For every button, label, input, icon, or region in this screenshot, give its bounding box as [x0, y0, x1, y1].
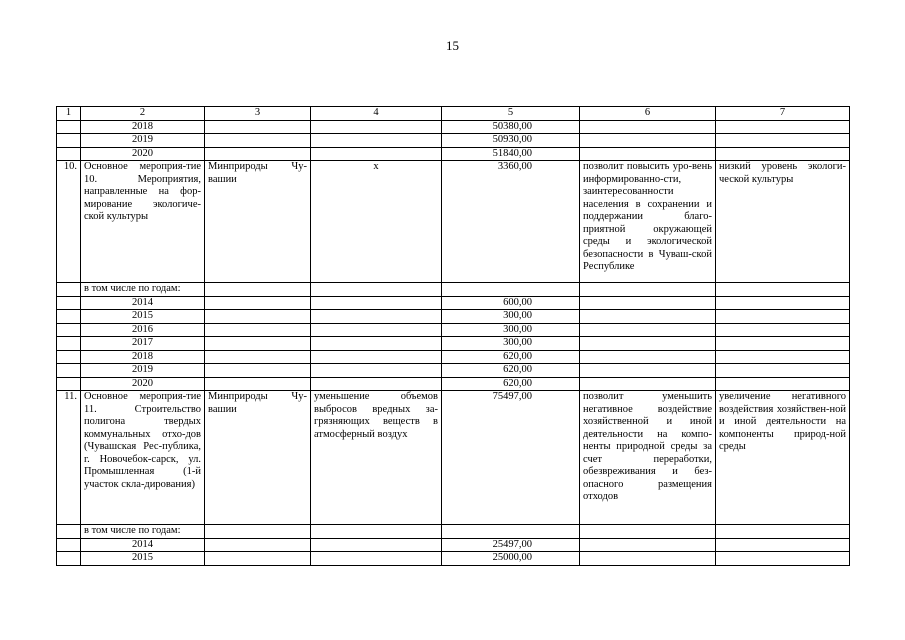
item-indicator: уменьшение объемов выбросов вредных за-грязняющих веществ в атмосферный воздух: [311, 391, 442, 525]
year-cell: 2020: [81, 147, 205, 161]
amount-cell: 51840,00: [442, 147, 580, 161]
year-row: [57, 147, 850, 161]
year-row: [57, 364, 850, 378]
amount-cell: 50930,00: [442, 134, 580, 148]
amount-cell: 300,00: [442, 337, 580, 351]
column-number: 5: [442, 107, 580, 121]
column-number: 1: [57, 107, 81, 121]
amount-cell: 620,00: [442, 377, 580, 391]
year-row: [57, 323, 850, 337]
year-row: [57, 120, 850, 134]
item-amount: 75497,00: [442, 391, 580, 525]
year-cell: 2019: [81, 364, 205, 378]
column-number: 7: [716, 107, 850, 121]
amount-cell: 300,00: [442, 310, 580, 324]
page-number: 15: [446, 38, 459, 53]
amount-cell: 50380,00: [442, 120, 580, 134]
year-cell: 2015: [81, 310, 205, 324]
item-effect: позволит уменьшить негативное воздействие хозяйственной и иной деятельности на компо-ненты природной среды за счет переработки, обезвреживания и без-опасного размещения отходов: [580, 391, 716, 525]
year-cell: 2014: [81, 538, 205, 552]
year-cell: 2016: [81, 323, 205, 337]
column-number-row: [57, 107, 850, 121]
year-row: [57, 377, 850, 391]
amount-cell: 300,00: [442, 323, 580, 337]
by-years-label: в том числе по годам:: [81, 283, 205, 297]
column-number: 6: [580, 107, 716, 121]
year-row: [57, 538, 850, 552]
item-name: Основное мероприя-тие 11. Строительство полигона твердых коммунальных отхо-дов (Чувашская Рес-публика, г. Новочебок-сарск, ул. Промышленная (1-й участок скла-дирования): [81, 391, 205, 525]
item-number: 11.: [57, 391, 81, 525]
by-years-row: [57, 525, 850, 539]
item-effect: позволит повысить уро-вень информированно-сти, заинтересованности населения в сохранении и поддержании благо-приятной окружающей среды и экологической безопасности в Чуваш-ской Республике: [580, 161, 716, 283]
year-cell: 2018: [81, 350, 205, 364]
by-years-row: [57, 283, 850, 297]
item-consequence: низкий уровень экологи-ческой культуры: [716, 161, 850, 283]
item-10-row: [57, 161, 850, 283]
column-number: 3: [205, 107, 311, 121]
year-row: [57, 552, 850, 566]
year-row: [57, 350, 850, 364]
by-years-label: в том числе по годам:: [81, 525, 205, 539]
year-cell: 2020: [81, 377, 205, 391]
year-cell: 2018: [81, 120, 205, 134]
amount-cell: 25000,00: [442, 552, 580, 566]
item-consequence: увеличение негативного воздействия хозяйствен-ной и иной деятельности на компоненты природ-ной среды: [716, 391, 850, 525]
item-executor: Минприроды Чу-вашии: [205, 391, 311, 525]
amount-cell: 25497,00: [442, 538, 580, 552]
year-cell: 2019: [81, 134, 205, 148]
item-amount: 3360,00: [442, 161, 580, 283]
year-row: [57, 296, 850, 310]
amount-cell: 620,00: [442, 350, 580, 364]
amount-cell: 620,00: [442, 364, 580, 378]
year-cell: 2017: [81, 337, 205, 351]
program-table: [56, 106, 850, 566]
year-cell: 2014: [81, 296, 205, 310]
year-row: [57, 134, 850, 148]
item-name: Основное мероприя-тие 10. Мероприятия, направленные на фор-мирование экологиче-ской культуры: [81, 161, 205, 283]
item-indicator: х: [311, 161, 442, 283]
year-row: [57, 337, 850, 351]
item-11-row: [57, 391, 850, 525]
item-executor: Минприроды Чу-вашии: [205, 161, 311, 283]
amount-cell: 600,00: [442, 296, 580, 310]
item-number: 10.: [57, 161, 81, 283]
column-number: 2: [81, 107, 205, 121]
year-cell: 2015: [81, 552, 205, 566]
year-row: [57, 310, 850, 324]
column-number: 4: [311, 107, 442, 121]
